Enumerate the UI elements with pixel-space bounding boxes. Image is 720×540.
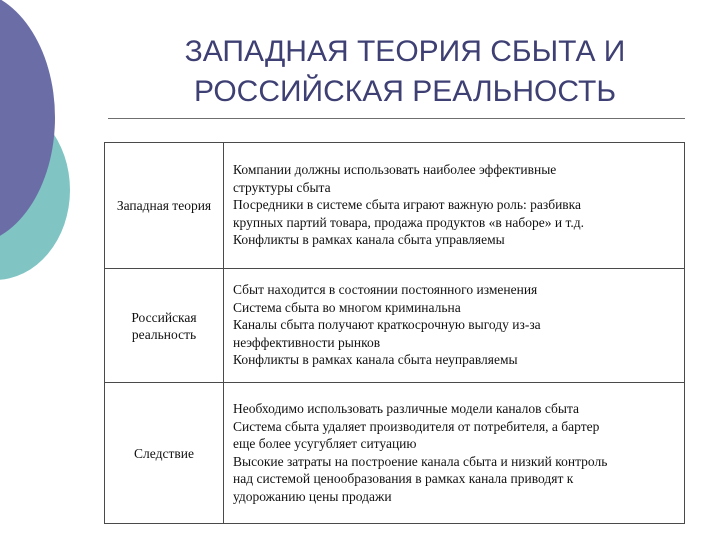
content-line: Сбыт находится в состоянии постоянного изменения	[233, 282, 538, 298]
row-label: Российская реальность	[105, 269, 224, 383]
content-line: Система сбыта удаляет производителя от потребителя, а бартер	[233, 418, 600, 434]
content-line: Посредники в системе сбыта играют важную роль: разбивка	[233, 197, 582, 213]
content-line: над системой ценообразования в рамках канала приводят к	[233, 471, 574, 486]
slide-title-line-1: ЗАПАДНАЯ ТЕОРИЯ СБЫТА И	[184, 35, 626, 68]
content-line: Необходимо использовать различные модели каналов сбыта	[233, 401, 580, 416]
slide-title	[110, 32, 700, 112]
table-row	[105, 383, 685, 524]
content-line: крупных партий товара, продажа продуктов «в наборе» и т.д.	[233, 214, 584, 230]
row-content	[224, 383, 685, 524]
row-label: Западная теория	[105, 143, 224, 269]
slide-title-line-2: РОССИЙСКАЯ РЕАЛЬНОСТЬ	[193, 75, 617, 108]
content-line: Каналы сбыта получают краткосрочную выгоду из-за	[233, 317, 541, 333]
content-line: еще более усугубляет ситуацию	[233, 436, 417, 451]
content-line: неэффективности рынков	[233, 334, 381, 350]
row-content	[224, 269, 685, 383]
content-line: Компании должны использовать наиболее эффективные	[233, 162, 557, 178]
content-line: Конфликты в рамках канала сбыта неуправляемы	[233, 352, 518, 368]
content-line: удорожанию цены продажи	[233, 488, 392, 504]
row-label: Следствие	[105, 383, 224, 524]
content-line: Конфликты в рамках канала сбыта управляемы	[233, 232, 505, 248]
title-divider	[108, 118, 685, 119]
content-line: Система сбыта во многом криминальна	[233, 299, 461, 315]
table-row	[105, 269, 685, 383]
content-line: структуры сбыта	[233, 179, 331, 195]
row-content	[224, 143, 685, 269]
comparison-table	[104, 142, 685, 524]
table-row	[105, 143, 685, 269]
content-line: Высокие затраты на построение канала сбыта и низкий контроль	[233, 453, 608, 469]
